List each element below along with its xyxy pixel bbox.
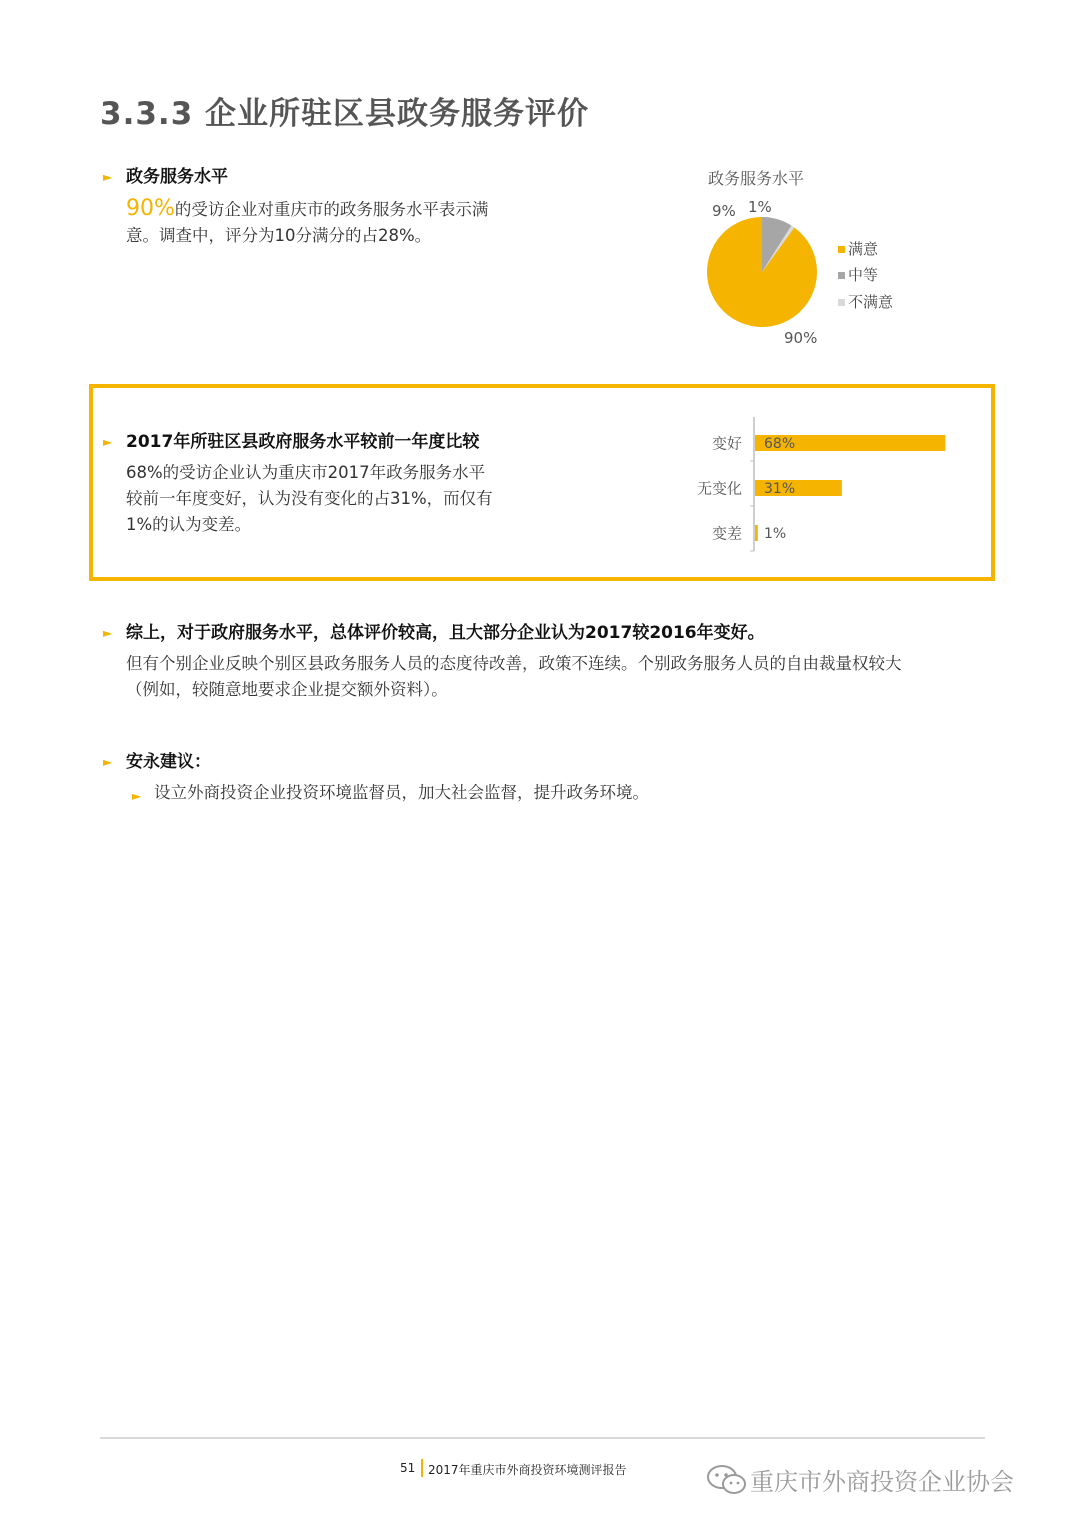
footer-report-title: 2017年重庆市外商投资环境测评报告: [428, 1463, 627, 1477]
pie-chart-title: 政务服务水平: [708, 169, 805, 188]
bar-category-label: 变差: [711, 524, 742, 543]
bar-category-label: 变好: [711, 434, 742, 453]
bar-category-label: 无变化: [696, 479, 742, 498]
bar-value-label: 31%: [764, 481, 796, 497]
bullet-arrow-icon: ►: [103, 755, 113, 769]
section3-heading: 综上，对于政府服务水平，总体评价较高，且大部分企业认为2017较2016年变好。: [126, 623, 765, 643]
bullet-arrow-icon: ►: [103, 170, 113, 184]
watermark-text: 重庆市外商投资企业协会: [750, 1468, 1014, 1496]
legend-item-satisfied: 满意: [838, 238, 878, 259]
pie-label-middle: 9%: [712, 202, 736, 220]
legend-swatch: [838, 299, 845, 306]
section3-text: 但有个别企业反映个别区县政务服务人员的态度待改善，政策不连续。个别政务服务人员的自由裁量权较大 （例如，较随意地要求企业提交额外资料）。: [126, 654, 902, 699]
pie-label-unsatisfied: 1%: [748, 198, 772, 216]
footer-separator: [421, 1459, 423, 1477]
legend-swatch: [838, 246, 845, 253]
page-title: 3.3.3 企业所驻区县政务服务评价: [100, 96, 590, 132]
wechat-icon: [706, 1464, 748, 1496]
section2-heading: 2017年所驻区县政府服务水平较前一年度比较: [126, 432, 480, 452]
section2-text: 68%的受访企业认为重庆市2017年政务服务水平 较前一年度变好，认为没有变化的占31%，而仅有 1%的认为变差。: [126, 463, 493, 534]
footer-divider: [100, 1437, 985, 1439]
legend-item-middle: 中等: [838, 264, 878, 285]
bullet-arrow-icon: ►: [103, 435, 113, 449]
recommendation-item: 设立外商投资企业投资环境监督员，加大社会监督，提升政务环境。: [154, 783, 649, 802]
legend-item-unsatisfied: 不满意: [838, 291, 893, 312]
section4-heading: 安永建议：: [126, 752, 211, 772]
bar-2: [755, 525, 758, 541]
page-number: 51: [400, 1461, 416, 1475]
section1-highlight: 90%: [126, 196, 175, 221]
section1-heading: 政务服务水平: [126, 167, 228, 187]
pie-label-satisfied: 90%: [784, 329, 818, 347]
section1-text: 90%的受访企业对重庆市的政务服务水平表示满 意。调查中，评分为10分满分的占28%。: [126, 196, 489, 245]
bullet-arrow-icon: ►: [103, 626, 113, 640]
pie-chart: [700, 210, 825, 335]
bar-chart: [680, 415, 970, 555]
legend-swatch: [838, 272, 845, 279]
bar-value-label: 68%: [764, 436, 796, 452]
sub-bullet-arrow-icon: ►: [132, 789, 142, 803]
bar-value-label: 1%: [764, 526, 787, 542]
